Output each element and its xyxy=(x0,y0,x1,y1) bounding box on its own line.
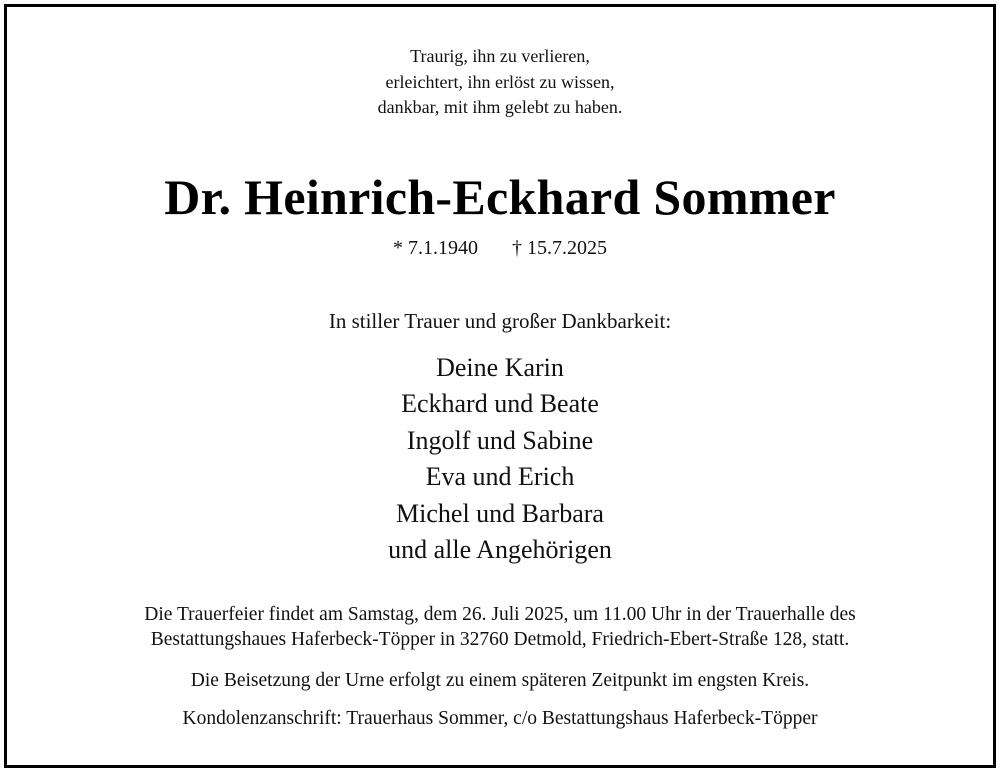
mourner-entry: und alle Angehörigen xyxy=(388,534,612,564)
deceased-name: Dr. Heinrich-Eckhard Sommer xyxy=(164,169,836,225)
motto-line: Traurig, ihn zu verlieren, xyxy=(410,46,590,66)
ceremony-line: Bestattungshaues Haferbeck-Töpper in 32760 Detmold, Friedrich-Ebert-Straße 128, statt. xyxy=(150,629,850,650)
mourner-entry: Deine Karin xyxy=(436,353,564,382)
mourner-entry: Eva und Erich xyxy=(425,462,575,492)
mourning-intro: In stiller Trauer und großer Dankbarkeit: xyxy=(328,309,672,333)
burial-info: Die Beisetzung der Urne erfolgt zu einem späteren Zeitpunkt im engsten Kreis. xyxy=(190,670,810,691)
condolence-address: Kondolenzanschrift: Trauerhaus Sommer, c/o Bestattungshaus Haferbeck-Töpper xyxy=(182,708,818,729)
mourner-entry: Michel und Barbara xyxy=(396,498,604,528)
ceremony-info xyxy=(0,602,1000,652)
motto-verse xyxy=(0,44,1000,121)
mourner-entry: Ingolf und Sabine xyxy=(406,425,594,455)
mourners-list xyxy=(0,350,1000,568)
life-dates xyxy=(0,233,1000,263)
mourner-entry: Eckhard und Beate xyxy=(401,389,599,419)
ceremony-line: Die Trauerfeier findet am Samstag, dem 26. Juli 2025, um 11.00 Uhr in der Trauerhalle des xyxy=(144,604,856,625)
birth-date: * 7.1.1940 xyxy=(393,237,478,259)
motto-line: dankbar, mit ihm gelebt zu haben. xyxy=(377,97,623,117)
death-date: † 15.7.2025 xyxy=(512,237,607,259)
motto-line: erleichtert, ihn erlöst zu wissen, xyxy=(385,71,615,92)
